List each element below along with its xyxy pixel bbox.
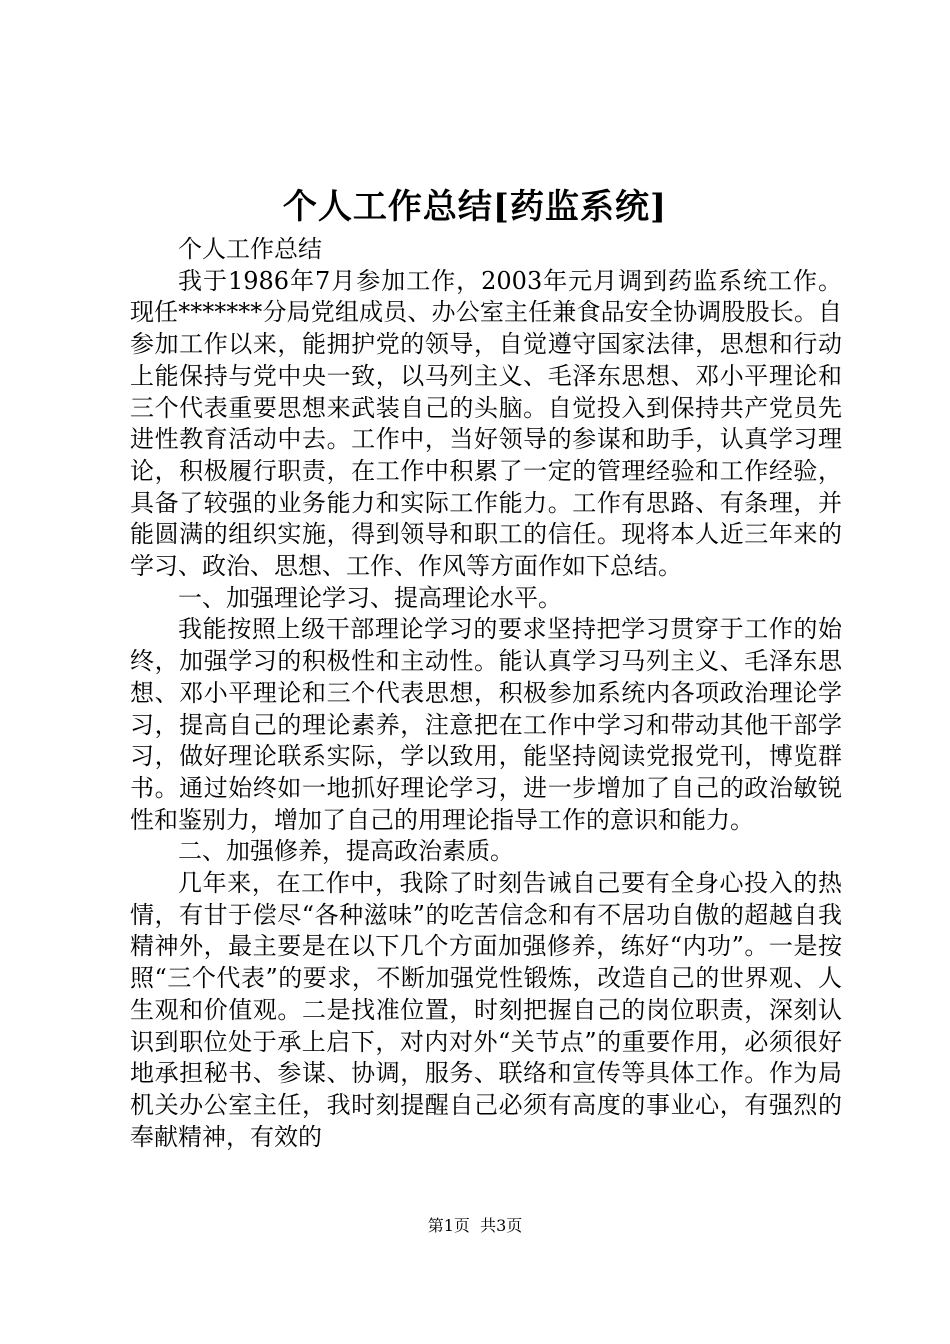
page-total: 共3页 [480, 1216, 523, 1235]
paragraph-heading: 个人工作总结 [178, 235, 322, 263]
paragraph-section-1: 我能按照上级干部理论学习的要求坚持把学习贯穿于工作的始终，加强学习的积极性和主动性。能认真学习马列主义、毛泽东思想、邓小平理论和三个代表思想，积极参加系统内各项政治理论学习，提高自己的理论素养，注意把在工作中学习和带动其他干部学习，做好理论联系实际，学以致用，能坚持阅读党报党刊，博览群书。通过始终如一地抓好理论学习，进一步增加了自己的政治敏锐性和鉴别力，增加了自己的用理论指导工作的意识和能力。 [130, 615, 842, 834]
paragraph-intro: 我于1986年7月参加工作，2003年元月调到药监系统工作。现任*******分局党组成员、办公室主任兼食品安全协调股股长。自参加工作以来，能拥护党的领导，自觉遵守国家法律，思想和行动上能保持与党中央一致，以马列主义、毛泽东思想、邓小平理论和三个代表重要思想来武装自己的头脑。自觉投入到保持共产党员先进性教育活动中去。工作中，当好领导的参谋和助手，认真学习理论，积极履行职责，在工作中积累了一定的管理经验和工作经验，具备了较强的业务能力和实际工作能力。工作有思路、有条理，并能圆满的组织实施，得到领导和职工的信任。现将本人近三年来的学习、政治、思想、工作、作风等方面作如下总结。 [130, 266, 842, 581]
page-number: 第1页 [427, 1216, 470, 1235]
document-title: 个人工作总结[药监系统] [282, 187, 668, 227]
section-heading-1: 一、加强理论学习、提高理论水平。 [178, 583, 562, 612]
page-footer [0, 1215, 950, 1237]
document-body [130, 234, 842, 1153]
section-heading-2: 二、加强修养，提高政治素质。 [178, 837, 514, 866]
paragraph-section-2: 几年来，在工作中，我除了时刻告诫自己要有全身心投入的热情，有甘于偿尽“各种滋味”的吃苦信念和有不居功自傲的超越自我精神外，最主要是在以下几个方面加强修养，练好“内功”。一是按照“三个代表”的要求，不断加强党性锻炼，改造自己的世界观、人生观和价值观。二是找准位置，时刻把握自己的岗位职责，深刻认识到职位处于承上启下，对内对外“关节点”的重要作用，必须很好地承担秘书、参谋、协调，服务、联络和宣传等具体工作。作为局机关办公室主任，我时刻提醒自己必须有高度的事业心，有强烈的奉献精神，有效的 [130, 869, 842, 1151]
